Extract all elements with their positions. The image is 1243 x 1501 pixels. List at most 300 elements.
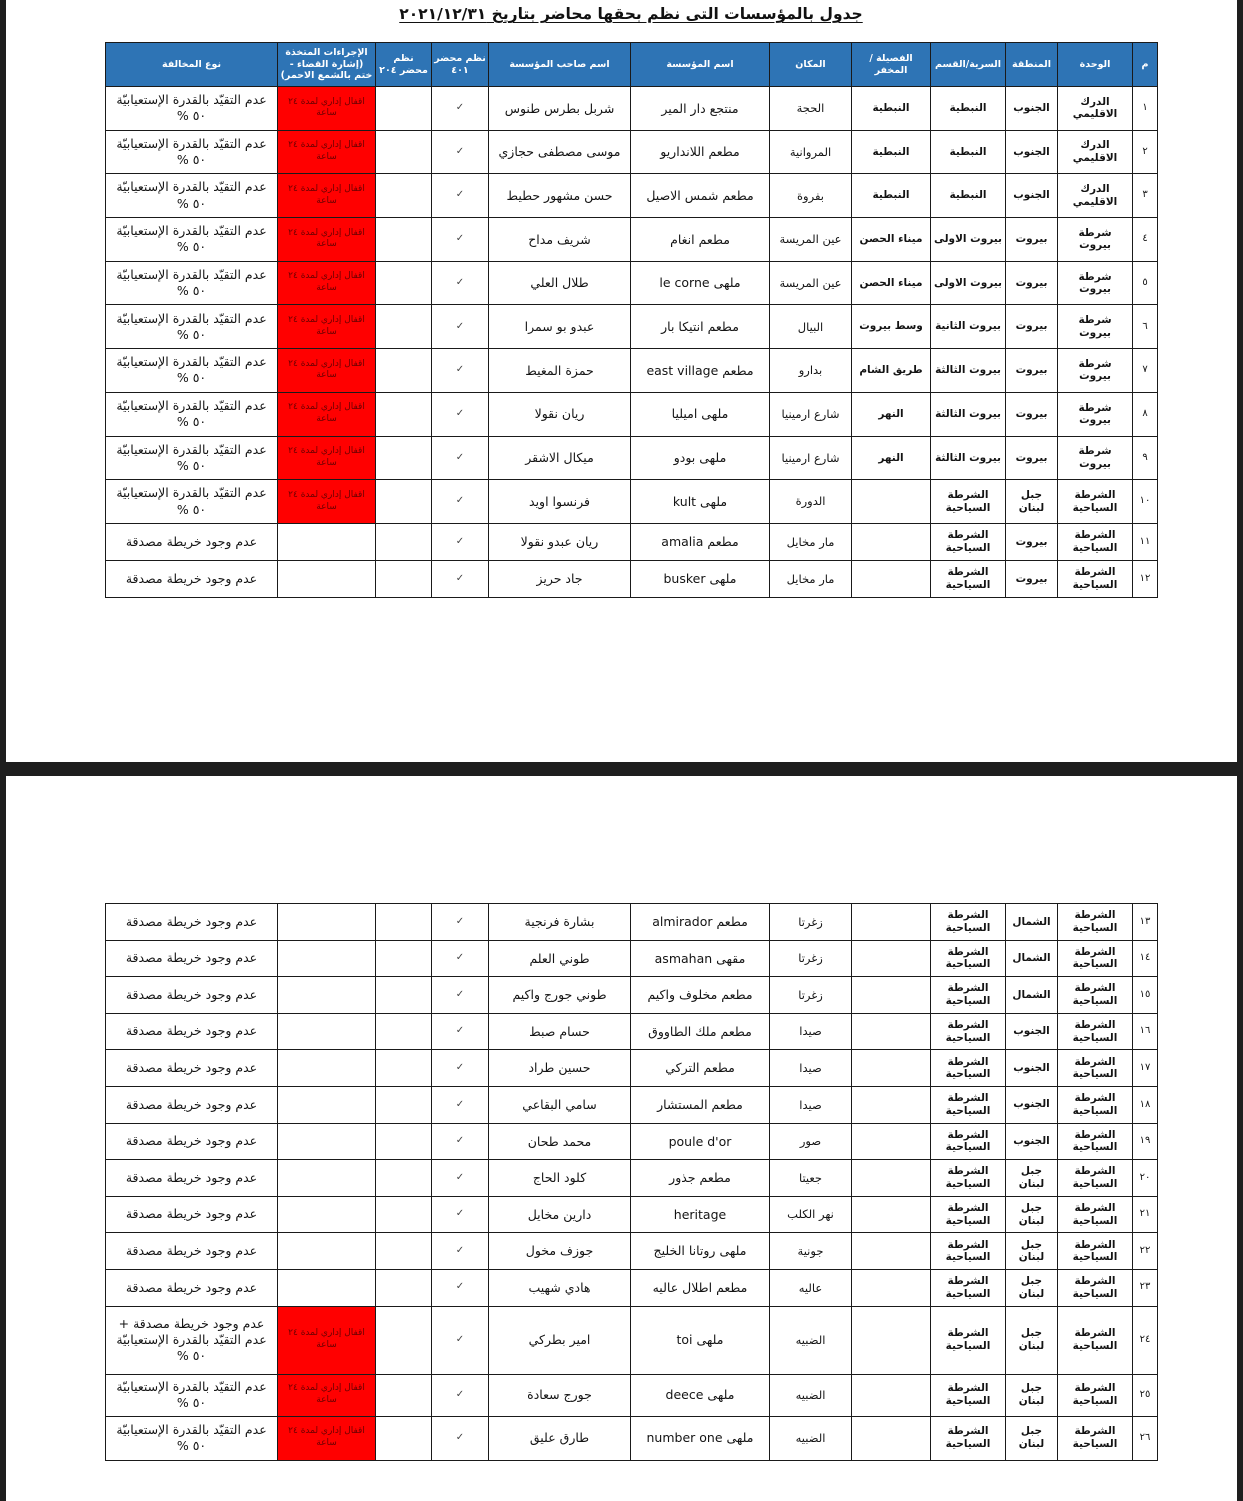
establishment-name-cell: ملهى toi <box>631 1306 770 1374</box>
violation-type-cell: عدم وجود خريطة مصدقة <box>106 1086 278 1123</box>
company-section-cell: الشرطة السياحية <box>931 1123 1006 1160</box>
unit-cell: شرطة بيروت <box>1058 305 1133 349</box>
action-taken-cell <box>278 1013 376 1050</box>
establishment-name-cell: مطعم جذور <box>631 1160 770 1197</box>
unit-cell: الشرطة السياحية <box>1058 940 1133 977</box>
report-204-cell <box>376 904 432 941</box>
violation-type-cell: عدم التقيّد بالقدرة الإستعيابيّة ٥٠ % <box>106 130 278 174</box>
report-401-check-cell: ✓ <box>432 1123 489 1160</box>
owner-name-cell: سامي البقاعي <box>489 1086 631 1123</box>
location-cell: مار مخايل <box>770 523 852 560</box>
table-header-row <box>106 43 1158 87</box>
company-section-cell: الشرطة السياحية <box>931 523 1006 560</box>
table-row <box>106 349 1158 393</box>
table-row <box>106 1416 1158 1460</box>
report-204-cell <box>376 1013 432 1050</box>
action-taken-cell <box>278 523 376 560</box>
row-number-cell: ١ <box>1133 87 1158 131</box>
platoon-station-cell <box>852 523 931 560</box>
unit-cell: الشرطة السياحية <box>1058 1374 1133 1416</box>
establishment-name-cell: مطعم اطلال عاليه <box>631 1269 770 1306</box>
action-taken-cell: اقفال إداري لمدة ٢٤ ساعة <box>278 305 376 349</box>
establishments-table-page-2 <box>105 903 1158 1461</box>
report-401-check-cell: ✓ <box>432 977 489 1014</box>
violation-type-cell: عدم وجود خريطة مصدقة <box>106 1233 278 1270</box>
action-taken-cell <box>278 1123 376 1160</box>
company-section-cell: الشرطة السياحية <box>931 1050 1006 1087</box>
region-cell: جبل لبنان <box>1006 1416 1058 1460</box>
row-number-cell: ١٧ <box>1133 1050 1158 1087</box>
header-action-taken: الإجراءات المتخذة (إشارة القضاء - ختم بالشمع الاحمر) <box>278 43 376 87</box>
establishment-name-cell: مطعم مخلوف واكيم <box>631 977 770 1014</box>
owner-name-cell: حسين طراد <box>489 1050 631 1087</box>
report-401-check-cell: ✓ <box>432 392 489 436</box>
unit-cell: شرطة بيروت <box>1058 436 1133 480</box>
report-401-check-cell: ✓ <box>432 436 489 480</box>
company-section-cell: الشرطة السياحية <box>931 1306 1006 1374</box>
row-number-cell: ٢٦ <box>1133 1416 1158 1460</box>
platoon-station-cell: النهر <box>852 436 931 480</box>
platoon-station-cell <box>852 1233 931 1270</box>
report-204-cell <box>376 261 432 305</box>
owner-name-cell: طوني جورج واكيم <box>489 977 631 1014</box>
unit-cell: الشرطة السياحية <box>1058 1269 1133 1306</box>
owner-name-cell: طارق عليق <box>489 1416 631 1460</box>
row-number-cell: ٨ <box>1133 392 1158 436</box>
action-taken-cell: اقفال إداري لمدة ٢٤ ساعة <box>278 261 376 305</box>
row-number-cell: ٦ <box>1133 305 1158 349</box>
region-cell: بيروت <box>1006 436 1058 480</box>
row-number-cell: ٢٣ <box>1133 1269 1158 1306</box>
owner-name-cell: طلال العلي <box>489 261 631 305</box>
unit-cell: الشرطة السياحية <box>1058 1013 1133 1050</box>
location-cell: صيدا <box>770 1013 852 1050</box>
location-cell: زغرتا <box>770 940 852 977</box>
region-cell: جبل لبنان <box>1006 1306 1058 1374</box>
platoon-station-cell <box>852 1050 931 1087</box>
violation-type-cell: عدم التقيّد بالقدرة الإستعيابيّة ٥٠ % <box>106 87 278 131</box>
report-401-check-cell: ✓ <box>432 1196 489 1233</box>
report-401-check-cell: ✓ <box>432 940 489 977</box>
report-401-check-cell: ✓ <box>432 1050 489 1087</box>
unit-cell: الشرطة السياحية <box>1058 1086 1133 1123</box>
table-row <box>106 305 1158 349</box>
unit-cell: شرطة بيروت <box>1058 218 1133 262</box>
violation-type-cell: عدم التقيّد بالقدرة الإستعيابيّة ٥٠ % <box>106 174 278 218</box>
owner-name-cell: طوني العلم <box>489 940 631 977</box>
unit-cell: الشرطة السياحية <box>1058 1123 1133 1160</box>
header-unit: الوحدة <box>1058 43 1133 87</box>
location-cell: الضبيه <box>770 1374 852 1416</box>
unit-cell: الشرطة السياحية <box>1058 1306 1133 1374</box>
owner-name-cell: جوزف مخول <box>489 1233 631 1270</box>
location-cell: جونية <box>770 1233 852 1270</box>
company-section-cell: النبطية <box>931 87 1006 131</box>
action-taken-cell: اقفال إداري لمدة ٢٤ ساعة <box>278 480 376 524</box>
document-title <box>105 3 1157 25</box>
region-cell: بيروت <box>1006 392 1058 436</box>
row-number-cell: ٢١ <box>1133 1196 1158 1233</box>
region-cell: جبل لبنان <box>1006 1160 1058 1197</box>
region-cell: جبل لبنان <box>1006 1269 1058 1306</box>
violation-type-cell: عدم وجود خريطة مصدقة <box>106 940 278 977</box>
report-204-cell <box>376 349 432 393</box>
action-taken-cell: اقفال إداري لمدة ٢٤ ساعة <box>278 392 376 436</box>
action-taken-cell <box>278 1269 376 1306</box>
row-number-cell: ٢٠ <box>1133 1160 1158 1197</box>
report-401-check-cell: ✓ <box>432 1013 489 1050</box>
platoon-station-cell: النهر <box>852 392 931 436</box>
row-number-cell: ٢٥ <box>1133 1374 1158 1416</box>
action-taken-cell: اقفال إداري لمدة ٢٤ ساعة <box>278 1416 376 1460</box>
platoon-station-cell <box>852 904 931 941</box>
action-taken-cell: اقفال إداري لمدة ٢٤ ساعة <box>278 218 376 262</box>
company-section-cell: الشرطة السياحية <box>931 904 1006 941</box>
establishment-name-cell: ملهى اميليا <box>631 392 770 436</box>
region-cell: الجنوب <box>1006 1123 1058 1160</box>
table-row <box>106 1233 1158 1270</box>
unit-cell: الشرطة السياحية <box>1058 560 1133 597</box>
company-section-cell: الشرطة السياحية <box>931 977 1006 1014</box>
company-section-cell: النبطية <box>931 130 1006 174</box>
report-204-cell <box>376 560 432 597</box>
report-401-check-cell: ✓ <box>432 904 489 941</box>
report-204-cell <box>376 174 432 218</box>
region-cell: جبل لبنان <box>1006 480 1058 524</box>
platoon-station-cell: النبطية <box>852 87 931 131</box>
action-taken-cell: اقفال إداري لمدة ٢٤ ساعة <box>278 349 376 393</box>
document-page-2 <box>6 776 1237 1501</box>
row-number-cell: ١٤ <box>1133 940 1158 977</box>
table-row <box>106 480 1158 524</box>
table-row <box>106 1374 1158 1416</box>
header-company-section: السرية/القسم <box>931 43 1006 87</box>
platoon-station-cell <box>852 1374 931 1416</box>
row-number-cell: ١٢ <box>1133 560 1158 597</box>
location-cell: نهر الكلب <box>770 1196 852 1233</box>
establishment-name-cell: ملهى روتانا الخليج <box>631 1233 770 1270</box>
establishments-table-page-1 <box>105 42 1158 598</box>
table-row <box>106 1086 1158 1123</box>
violation-type-cell: عدم التقيّد بالقدرة الإستعيابيّة ٥٠ % <box>106 1374 278 1416</box>
owner-name-cell: فرنسوا اويد <box>489 480 631 524</box>
establishment-name-cell: مطعم ملك الطاووق <box>631 1013 770 1050</box>
header-owner-name: اسم صاحب المؤسسة <box>489 43 631 87</box>
action-taken-cell: اقفال إداري لمدة ٢٤ ساعة <box>278 1306 376 1374</box>
platoon-station-cell: ميناء الحصن <box>852 218 931 262</box>
owner-name-cell: هادي شهيب <box>489 1269 631 1306</box>
unit-cell: الشرطة السياحية <box>1058 523 1133 560</box>
violation-type-cell: عدم التقيّد بالقدرة الإستعيابيّة ٥٠ % <box>106 349 278 393</box>
unit-cell: الشرطة السياحية <box>1058 1160 1133 1197</box>
document-title-text: جدول بالمؤسسات التى نظم بحقها محاضر بتاريخ ٢٠٢١/١٢/٣١ <box>399 5 863 23</box>
report-401-check-cell: ✓ <box>432 1269 489 1306</box>
company-section-cell: الشرطة السياحية <box>931 1086 1006 1123</box>
owner-name-cell: محمد طحان <box>489 1123 631 1160</box>
company-section-cell: بيروت الاولى <box>931 218 1006 262</box>
company-section-cell: بيروت الثانية <box>931 305 1006 349</box>
action-taken-cell <box>278 1196 376 1233</box>
action-taken-cell <box>278 560 376 597</box>
owner-name-cell: موسى مصطفى حجازي <box>489 130 631 174</box>
unit-cell: الشرطة السياحية <box>1058 1050 1133 1087</box>
report-401-check-cell: ✓ <box>432 1233 489 1270</box>
table-row <box>106 1269 1158 1306</box>
establishment-name-cell: مطعم شمس الاصيل <box>631 174 770 218</box>
action-taken-cell: اقفال إداري لمدة ٢٤ ساعة <box>278 174 376 218</box>
action-taken-cell <box>278 1233 376 1270</box>
unit-cell: الشرطة السياحية <box>1058 1196 1133 1233</box>
owner-name-cell: ميكال الاشقر <box>489 436 631 480</box>
report-204-cell <box>376 1196 432 1233</box>
owner-name-cell: حسام صبط <box>489 1013 631 1050</box>
action-taken-cell <box>278 1050 376 1087</box>
region-cell: بيروت <box>1006 349 1058 393</box>
region-cell: جبل لبنان <box>1006 1233 1058 1270</box>
owner-name-cell: دارين مخايل <box>489 1196 631 1233</box>
location-cell: مار مخايل <box>770 560 852 597</box>
location-cell: شارع ارمينيا <box>770 392 852 436</box>
report-401-check-cell: ✓ <box>432 130 489 174</box>
region-cell: الشمال <box>1006 940 1058 977</box>
company-section-cell: الشرطة السياحية <box>931 1013 1006 1050</box>
unit-cell: الدرك الاقليمي <box>1058 130 1133 174</box>
report-204-cell <box>376 977 432 1014</box>
location-cell: بدارو <box>770 349 852 393</box>
establishment-name-cell: ملهى بودو <box>631 436 770 480</box>
establishment-name-cell: heritage <box>631 1196 770 1233</box>
report-204-cell <box>376 1374 432 1416</box>
establishment-name-cell: مطعم اللانداريو <box>631 130 770 174</box>
owner-name-cell: شربل بطرس طنوس <box>489 87 631 131</box>
location-cell: جعيتا <box>770 1160 852 1197</box>
table-row <box>106 1050 1158 1087</box>
platoon-station-cell: ميناء الحصن <box>852 261 931 305</box>
unit-cell: الدرك الاقليمي <box>1058 174 1133 218</box>
company-section-cell: الشرطة السياحية <box>931 560 1006 597</box>
report-204-cell <box>376 130 432 174</box>
platoon-station-cell <box>852 1269 931 1306</box>
platoon-station-cell <box>852 1086 931 1123</box>
table-body-page-2 <box>106 904 1158 1461</box>
unit-cell: شرطة بيروت <box>1058 349 1133 393</box>
region-cell: الشمال <box>1006 904 1058 941</box>
header-establishment-name: اسم المؤسسة <box>631 43 770 87</box>
report-401-check-cell: ✓ <box>432 1160 489 1197</box>
location-cell: عاليه <box>770 1269 852 1306</box>
report-401-check-cell: ✓ <box>432 523 489 560</box>
row-number-cell: ٥ <box>1133 261 1158 305</box>
table-row <box>106 218 1158 262</box>
header-row-number: م <box>1133 43 1158 87</box>
report-204-cell <box>376 87 432 131</box>
platoon-station-cell: النبطية <box>852 130 931 174</box>
row-number-cell: ١٣ <box>1133 904 1158 941</box>
row-number-cell: ١٨ <box>1133 1086 1158 1123</box>
location-cell: الضبيه <box>770 1416 852 1460</box>
establishment-name-cell: ملهى busker <box>631 560 770 597</box>
header-violation-type: نوع المخالفة <box>106 43 278 87</box>
region-cell: بيروت <box>1006 261 1058 305</box>
table-row <box>106 523 1158 560</box>
report-401-check-cell: ✓ <box>432 480 489 524</box>
company-section-cell: الشرطة السياحية <box>931 1233 1006 1270</box>
location-cell: عين المريسة <box>770 218 852 262</box>
establishment-name-cell: poule d'or <box>631 1123 770 1160</box>
violation-type-cell: عدم التقيّد بالقدرة الإستعيابيّة ٥٠ % <box>106 480 278 524</box>
report-401-check-cell: ✓ <box>432 560 489 597</box>
header-report-204: نظم محضر ٢٠٤ <box>376 43 432 87</box>
violation-type-cell: عدم وجود خريطة مصدقة <box>106 523 278 560</box>
table-row <box>106 87 1158 131</box>
platoon-station-cell <box>852 1416 931 1460</box>
establishment-name-cell: مطعم التركي <box>631 1050 770 1087</box>
action-taken-cell: اقفال إداري لمدة ٢٤ ساعة <box>278 1374 376 1416</box>
company-section-cell: بيروت الثالثة <box>931 436 1006 480</box>
table-row <box>106 940 1158 977</box>
owner-name-cell: عبدو بو سمرا <box>489 305 631 349</box>
action-taken-cell: اقفال إداري لمدة ٢٤ ساعة <box>278 130 376 174</box>
action-taken-cell <box>278 904 376 941</box>
location-cell: عين المريسة <box>770 261 852 305</box>
action-taken-cell <box>278 977 376 1014</box>
company-section-cell: الشرطة السياحية <box>931 1269 1006 1306</box>
owner-name-cell: ريان نقولا <box>489 392 631 436</box>
owner-name-cell: جاد حريز <box>489 560 631 597</box>
platoon-station-cell <box>852 1196 931 1233</box>
platoon-station-cell <box>852 940 931 977</box>
company-section-cell: النبطية <box>931 174 1006 218</box>
report-204-cell <box>376 480 432 524</box>
report-204-cell <box>376 1123 432 1160</box>
region-cell: الجنوب <box>1006 1013 1058 1050</box>
platoon-station-cell <box>852 1013 931 1050</box>
unit-cell: الشرطة السياحية <box>1058 1233 1133 1270</box>
action-taken-cell: اقفال إداري لمدة ٢٤ ساعة <box>278 436 376 480</box>
establishment-name-cell: مقهى asmahan <box>631 940 770 977</box>
document-page-1 <box>6 0 1237 762</box>
report-204-cell <box>376 1086 432 1123</box>
table-row <box>106 1306 1158 1374</box>
company-section-cell: الشرطة السياحية <box>931 480 1006 524</box>
location-cell: شارع ارمينيا <box>770 436 852 480</box>
table-row <box>106 1160 1158 1197</box>
report-401-check-cell: ✓ <box>432 261 489 305</box>
company-section-cell: الشرطة السياحية <box>931 1374 1006 1416</box>
table-row <box>106 1196 1158 1233</box>
location-cell: صور <box>770 1123 852 1160</box>
establishment-name-cell: منتجع دار المير <box>631 87 770 131</box>
action-taken-cell <box>278 940 376 977</box>
violation-type-cell: عدم وجود خريطة مصدقة <box>106 977 278 1014</box>
unit-cell: الشرطة السياحية <box>1058 904 1133 941</box>
table-row <box>106 560 1158 597</box>
violation-type-cell: عدم التقيّد بالقدرة الإستعيابيّة ٥٠ % <box>106 261 278 305</box>
company-section-cell: بيروت الاولى <box>931 261 1006 305</box>
platoon-station-cell <box>852 560 931 597</box>
location-cell: الضبيه <box>770 1306 852 1374</box>
unit-cell: شرطة بيروت <box>1058 261 1133 305</box>
region-cell: بيروت <box>1006 523 1058 560</box>
action-taken-cell: اقفال إداري لمدة ٢٤ ساعة <box>278 87 376 131</box>
report-401-check-cell: ✓ <box>432 305 489 349</box>
owner-name-cell: ريان عبدو نقولا <box>489 523 631 560</box>
region-cell: جبل لبنان <box>1006 1374 1058 1416</box>
report-401-check-cell: ✓ <box>432 1416 489 1460</box>
table-row <box>106 1013 1158 1050</box>
violation-type-cell: عدم وجود خريطة مصدقة <box>106 560 278 597</box>
violation-type-cell: عدم التقيّد بالقدرة الإستعيابيّة ٥٠ % <box>106 218 278 262</box>
region-cell: بيروت <box>1006 218 1058 262</box>
violation-type-cell: عدم وجود خريطة مصدقة <box>106 1160 278 1197</box>
header-region: المنطقة <box>1006 43 1058 87</box>
report-401-check-cell: ✓ <box>432 218 489 262</box>
row-number-cell: ١٩ <box>1133 1123 1158 1160</box>
owner-name-cell: حمزة المغيط <box>489 349 631 393</box>
company-section-cell: الشرطة السياحية <box>931 1160 1006 1197</box>
location-cell: بفروة <box>770 174 852 218</box>
establishment-name-cell: ملهى kult <box>631 480 770 524</box>
report-401-check-cell: ✓ <box>432 1086 489 1123</box>
violation-type-cell: عدم التقيّد بالقدرة الإستعيابيّة ٥٠ % <box>106 392 278 436</box>
header-platoon-station: الفصيلة / المخفر <box>852 43 931 87</box>
violation-type-cell: عدم وجود خريطة مصدقة <box>106 1050 278 1087</box>
violation-type-cell: عدم وجود خريطة مصدقة <box>106 1196 278 1233</box>
owner-name-cell: شريف مداح <box>489 218 631 262</box>
company-section-cell: الشرطة السياحية <box>931 1196 1006 1233</box>
platoon-station-cell <box>852 977 931 1014</box>
establishment-name-cell: ملهى deece <box>631 1374 770 1416</box>
establishment-name-cell: مطعم انغام <box>631 218 770 262</box>
row-number-cell: ٩ <box>1133 436 1158 480</box>
row-number-cell: ١٠ <box>1133 480 1158 524</box>
region-cell: الجنوب <box>1006 174 1058 218</box>
region-cell: بيروت <box>1006 560 1058 597</box>
report-401-check-cell: ✓ <box>432 1306 489 1374</box>
action-taken-cell <box>278 1160 376 1197</box>
region-cell: الجنوب <box>1006 87 1058 131</box>
report-204-cell <box>376 1160 432 1197</box>
violation-type-cell: عدم التقيّد بالقدرة الإستعيابيّة ٥٠ % <box>106 1416 278 1460</box>
platoon-station-cell <box>852 1160 931 1197</box>
report-204-cell <box>376 940 432 977</box>
violation-type-cell: عدم وجود خريطة مصدقة <box>106 1269 278 1306</box>
region-cell: الجنوب <box>1006 130 1058 174</box>
report-204-cell <box>376 1233 432 1270</box>
row-number-cell: ١٥ <box>1133 977 1158 1014</box>
company-section-cell: الشرطة السياحية <box>931 940 1006 977</box>
location-cell: الدورة <box>770 480 852 524</box>
company-section-cell: الشرطة السياحية <box>931 1416 1006 1460</box>
table-row <box>106 392 1158 436</box>
report-204-cell <box>376 1269 432 1306</box>
region-cell: بيروت <box>1006 305 1058 349</box>
establishment-name-cell: ملهى number one <box>631 1416 770 1460</box>
owner-name-cell: حسن مشهور حطيط <box>489 174 631 218</box>
row-number-cell: ١١ <box>1133 523 1158 560</box>
table-row <box>106 261 1158 305</box>
establishment-name-cell: ملهى le corne <box>631 261 770 305</box>
company-section-cell: بيروت الثالثة <box>931 349 1006 393</box>
establishment-name-cell: مطعم المستشار <box>631 1086 770 1123</box>
violation-type-cell: عدم التقيّد بالقدرة الإستعيابيّة ٥٠ % <box>106 436 278 480</box>
region-cell: الشمال <box>1006 977 1058 1014</box>
row-number-cell: ٤ <box>1133 218 1158 262</box>
region-cell: الجنوب <box>1006 1050 1058 1087</box>
unit-cell: الشرطة السياحية <box>1058 1416 1133 1460</box>
row-number-cell: ٢٤ <box>1133 1306 1158 1374</box>
owner-name-cell: كلود الحاج <box>489 1160 631 1197</box>
